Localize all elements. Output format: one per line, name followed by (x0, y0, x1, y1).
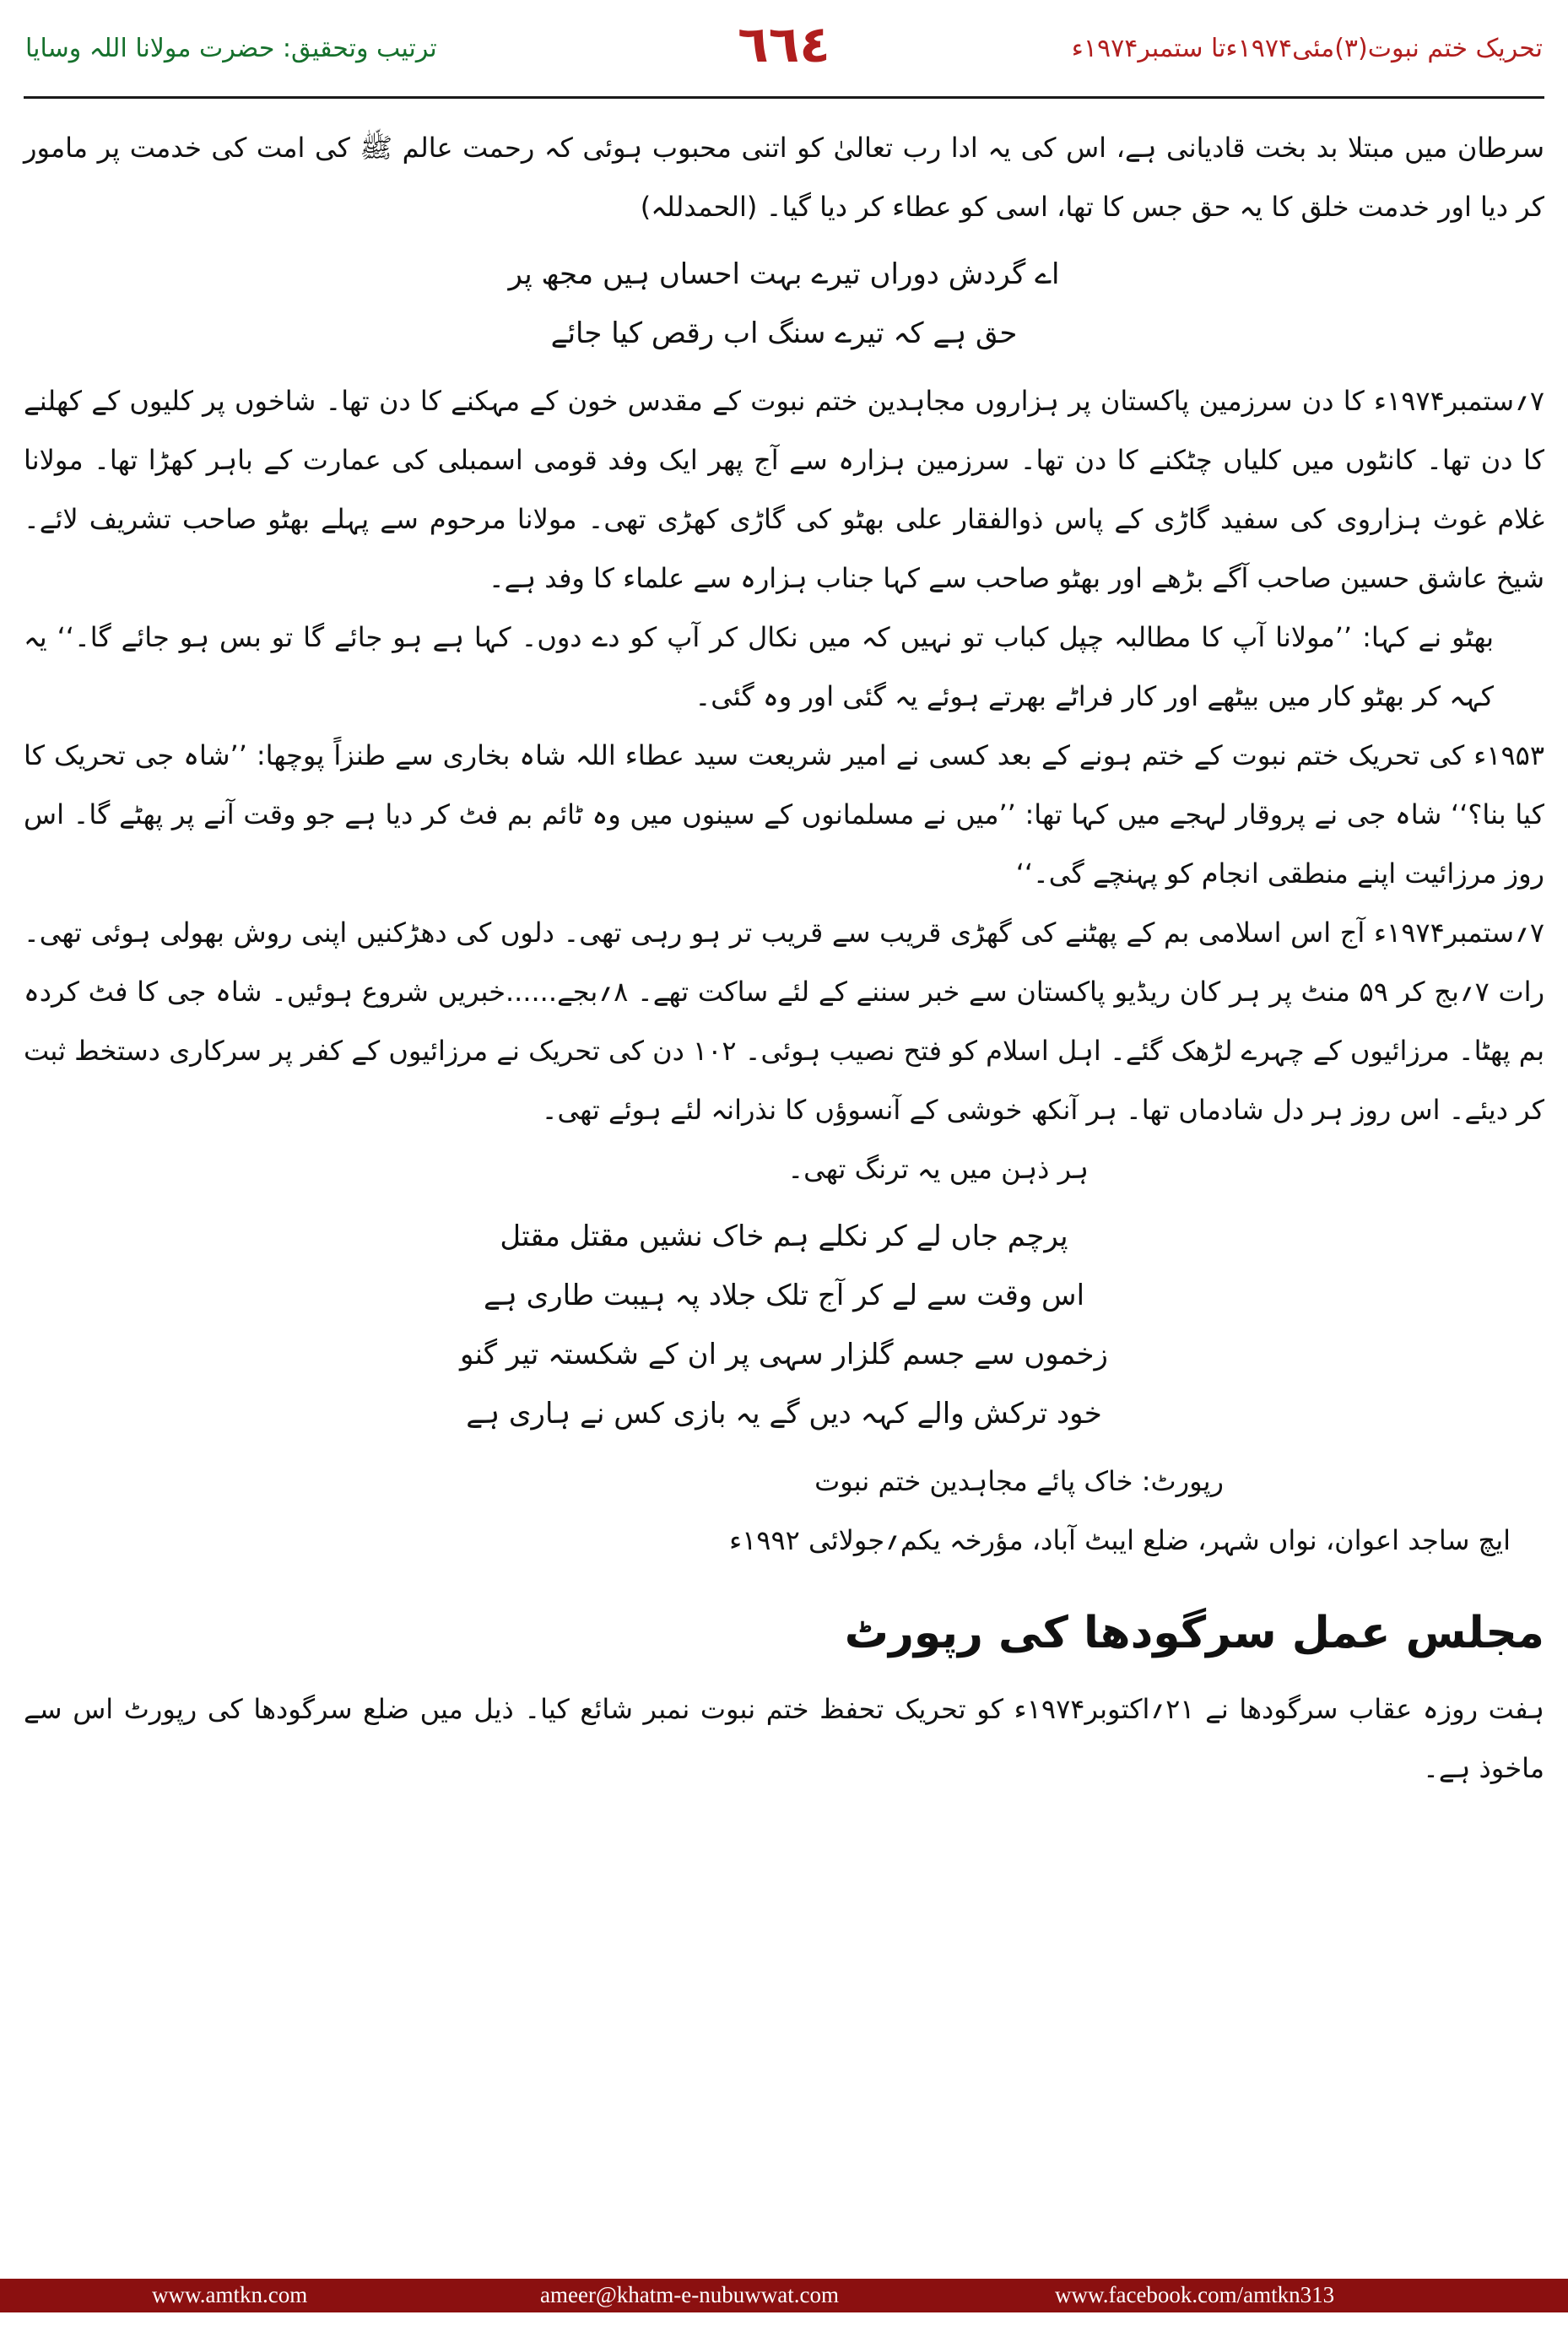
verse (24, 245, 1544, 363)
verse-line: اے گردش دوراں تیرے بہت احساں ہیں مجھ پر (508, 257, 1060, 291)
paragraph: ۱۹۵۳ء کی تحریک ختم نبوت کے ختم ہونے کے بعد کسی نے امیر شریعت سید عطاء اللہ شاہ بخاری سے طنزاً پوچھا: ’’شاہ جی تحریک کا کیا بنا؟‘‘ شاہ جی نے پروقار لہجے میں کہا تھا: ’’میں نے مسلمانوں کے سینوں میں وہ ٹائم بم فٹ کر دیا ہے جو وقت آنے پر پھٹے گا۔ اس روز مرزائیت اپنے منطقی انجام کو پہنچے گی۔‘‘ (24, 739, 1544, 890)
paragraph: ۷؍ستمبر۱۹۷۴ء آج اس اسلامی بم کے پھٹنے کی گھڑی قریب سے قریب تر ہو رہی تھی۔ دلوں کی دھڑکنیں اپنی روش بھولی ہوئی تھی۔ رات ۷؍بج کر ۵۹ منٹ پر ہر کان ریڈیو پاکستان سے خبر سننے کے لئے ساکت تھے۔ ۸؍بجے......خبریں شروع ہوئیں۔ شاہ جی کا فٹ کردہ بم پھٹا۔ مرزائیوں کے چہرے لڑھک گئے۔ اہل اسلام کو فتح نصیب ہوئی۔ ۱۰۲ دن کی تحریک نے مرزائیوں کے کفر پر سرکاری دستخط ثبت کر دیئے۔ اس روز ہر دل شادماں تھا۔ ہر آنکھ خوشی کے آنسوؤں کا نذرانہ لئے ہوئے تھی۔ (24, 917, 1545, 1126)
header-book-title: تحریک ختم نبوت(۳)مئی۱۹۷۴ءتا ستمبر۱۹۷۴ء (1071, 34, 1543, 63)
header-divider (24, 96, 1544, 99)
page-body (24, 118, 1544, 1798)
paragraph: ۷؍ستمبر۱۹۷۴ء کا دن سرزمین پاکستان پر ہزاروں مجاہدین ختم نبوت کے مقدس خون کے مہکنے کا دن تھا۔ شاخوں پر کلیوں کے کھلنے کا دن تھا۔ کانٹوں میں کلیاں چٹکنے کا دن تھا۔ سرزمین ہزارہ سے آج پھر ایک وفد قومی اسمبلی کی عمارت کے باہر کھڑا تھا۔ مولانا غلام غوث ہزاروی کی سفید گاڑی کے پاس ذوالفقار علی بھٹو کی گاڑی کھڑی تھی۔ مولانا مرحوم سے پہلے بھٹو صاحب تشریف لائے۔ شیخ عاشق حسین صاحب آگے بڑھے اور بھٹو صاحب سے کہا جناب ہزارہ سے علماء کا وفد ہے۔ (24, 385, 1544, 594)
website-link[interactable]: www.amtkn.com (152, 2282, 308, 2307)
report-author: رپورٹ: خاک پائے مجاہدین ختم نبوت (814, 1465, 1224, 1497)
verse (24, 1207, 1544, 1443)
verse-line: زخموں سے جسم گلزار سہی پر ان کے شکستہ تیر گنو (460, 1338, 1108, 1371)
facebook-link[interactable]: www.facebook.com/amtkn313 (1055, 2282, 1335, 2307)
header-compiler: ترتیب وتحقیق: حضرت مولانا اللہ وسایا (25, 34, 437, 63)
verse-line: پرچم جاں لے کر نکلے ہم خاک نشیں مقتل مقتل (500, 1220, 1068, 1253)
page-number: ٦٦٤ (738, 15, 830, 74)
verse-line: خود ترکش والے کہہ دیں گے یہ بازی کس نے ہاری ہے (466, 1397, 1102, 1431)
paragraph: بھٹو نے کہا: ’’مولانا آپ کا مطالبہ چپل کباب تو نہیں کہ میں نکال کر آپ کو دے دوں۔ کہا ہے ہو جائے گا تو بس ہو جائے گا۔‘‘ یہ کہہ کر بھٹو کار میں بیٹھے اور کار فراٹے بھرتے ہوئے یہ گئی اور وہ گئی۔ (24, 621, 1494, 712)
verse-line: اس وقت سے لے کر آج تلک جلاد پہ ہیبت طاری ہے (483, 1279, 1085, 1312)
report-source: ایچ ساجد اعوان، نواں شہر، ضلع ایبٹ آباد، مؤرخہ یکم؍جولائی ۱۹۹۲ء (729, 1524, 1511, 1556)
verse-line: حق ہے کہ تیرے سنگ اب رقص کیا جائے (550, 316, 1018, 350)
verse-intro: ہر ذہن میں یہ ترنگ تھی۔ (787, 1153, 1089, 1185)
paragraph: ہفت روزہ عقاب سرگودھا نے ۲۱؍اکتوبر۱۹۷۴ء کو تحریک تحفظ ختم نبوت نمبر شائع کیا۔ ذیل میں ضلع سرگودھا کی رپورٹ اس سے ماخوذ ہے۔ (24, 1693, 1545, 1784)
section-heading: مجلس عمل سرگودھا کی رپورٹ (844, 1608, 1544, 1658)
page-header (0, 0, 1568, 101)
page-footer (0, 2279, 1568, 2312)
email-link[interactable]: ameer@khatm-e-nubuwwat.com (540, 2282, 839, 2307)
paragraph: سرطان میں مبتلا بد بخت قادیانی ہے، اس کی یہ ادا رب تعالیٰ کو اتنی محبوب ہوئی کہ رحمت عالم ﷺ کی امت کی خدمت پر مامور کر دیا اور خدمت خلق کا یہ حق جس کا تھا، اسی کو عطاء کر دیا گیا۔ (الحمدللہ) (24, 132, 1544, 223)
